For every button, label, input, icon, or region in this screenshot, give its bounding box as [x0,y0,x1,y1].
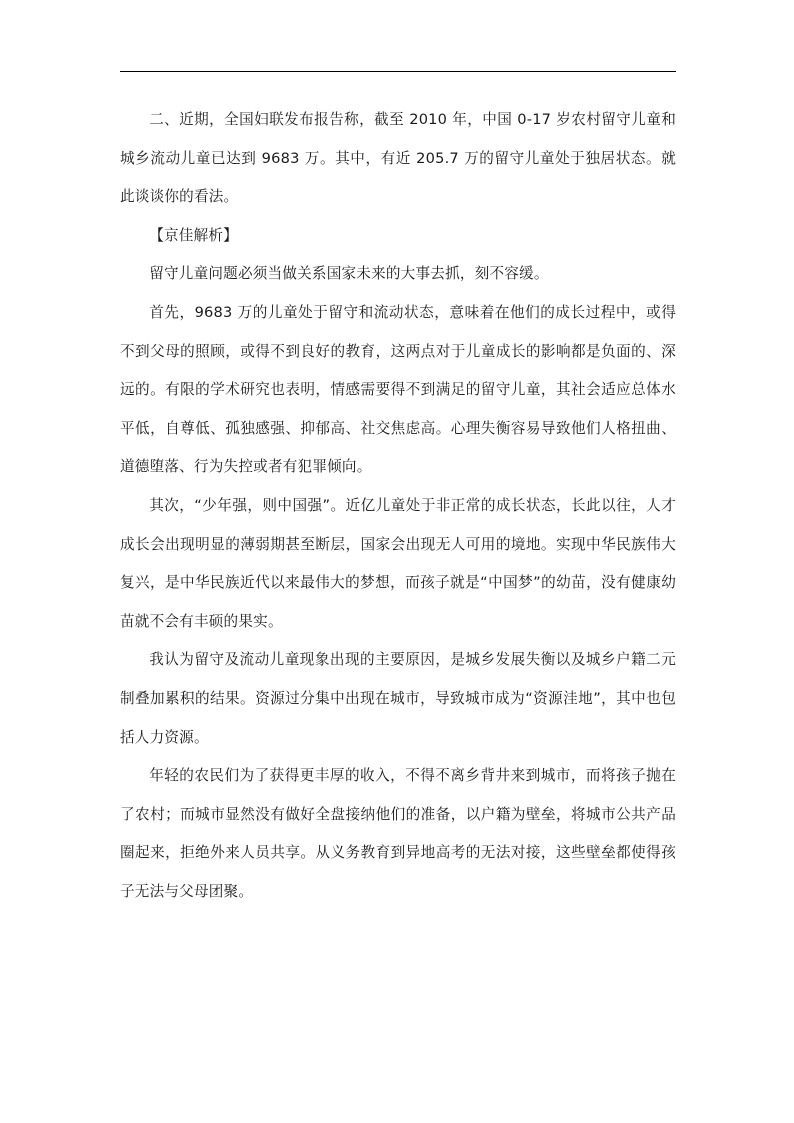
second-point-paragraph: 其次，“少年强，则中国强”。近亿儿童处于非正常的成长状态，长此以往，人才成长会出现明显的薄弱期甚至断层，国家会出现无人可用的境地。实现中华民族伟大复兴，是中华民族近代以来最伟大的梦想，而孩子就是“中国梦”的幼苗，没有健康幼苗就不会有丰硕的果实。 [120,496,676,630]
first-point-paragraph: 首先，9683 万的儿童处于留守和流动状态，意味着在他们的成长过程中，或得不到父母的照顾，或得不到良好的教育，这两点对于儿童成长的影响都是负面的、深远的。有限的学术研究也表明，情感需要得不到满足的留守儿童，其社会适应总体水平低，自尊低、孤独感强、抑郁高、社交焦虑高。心理失衡容易导致他们人格扭曲、道德堕落、行为失控或者有犯罪倾向。 [120,303,676,476]
farmers-paragraph: 年轻的农民们为了获得更丰厚的收入，不得不离乡背井来到城市，而将孩子抛在了农村；而城市显然没有做好全盘接纳他们的准备，以户籍为壁垒，将城市公共产品圈起来，拒绝外来人员共享。从义务教育到异地高考的无法对接，这些壁垒都使得孩子无法与父母团聚。 [120,767,676,900]
analysis-heading: 【京佳解析】 [149,226,238,244]
question-paragraph: 二、近期，全国妇联发布报告称，截至 2010 年，中国 0-17 岁农村留守儿童和城乡流动儿童已达到 9683 万。其中，有近 205.7 万的留守儿童处于独居状态。就此谈谈你的看法。 [120,111,676,206]
document-body [120,101,676,911]
thesis-paragraph: 留守儿童问题必须当做关系国家未来的大事去抓，刻不容缓。 [149,265,549,283]
cause-paragraph: 我认为留守及流动儿童现象出现的主要原因，是城乡发展失衡以及城乡户籍二元制叠加累积的结果。资源过分集中出现在城市，导致城市成为“资源洼地”，其中也包括人力资源。 [120,651,676,746]
header-rule [120,71,676,72]
